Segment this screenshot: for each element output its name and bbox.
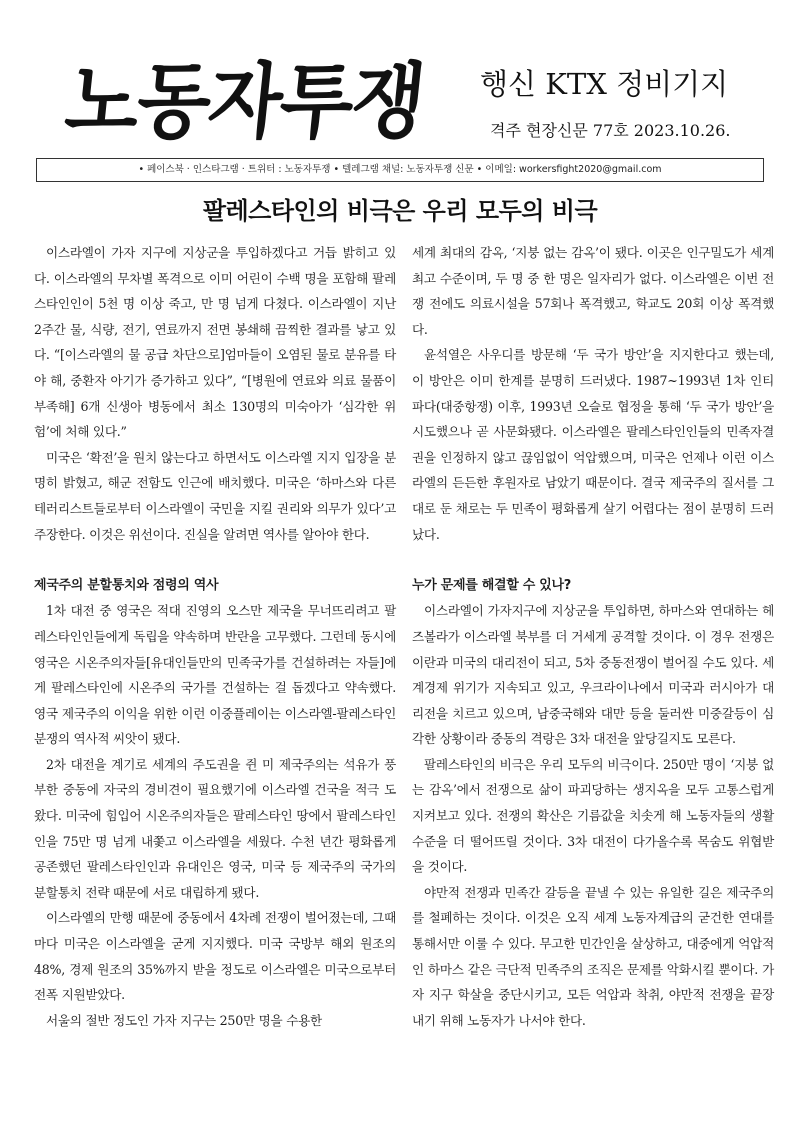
paragraph: 1차 대전 중 영국은 적대 진영의 오스만 제국을 무너뜨리려고 팔레스타인인들에게 독립을 약속하며 반란을 고무했다. 그런데 동시에 영국은 시온주의자들[유대인들만의 민족국가를 건설하려는 자들]에게 팔레스타인에 시온주의 국가를 건설하는 걸 돕겠다고 약속했다. 영국 제국주의 이익을 위한 이런 이중플레이는 이스라엘-팔레스타인 분쟁의 역사적 씨앗이 됐다. bbox=[34, 603, 396, 747]
paragraph: 2차 대전을 계기로 세계의 주도권을 쥔 미 제국주의는 석유가 풍부한 중동에 자국의 경비견이 필요했기에 이스라엘 건국을 적극 도왔다. 미국에 힘입어 시온주의자들은 팔레스타인 땅에서 팔레스타인인을 75만 명 넘게 내쫓고 이스라엘을 세웠다. 수천 년간 평화롭게 공존했던 팔레스타인인과 유대인은 영국, 미국 등 제국주의 국가의 분할통치 전략 때문에 서로 대립하게 됐다. bbox=[34, 756, 396, 900]
paragraph: 윤석열은 사우디를 방문해 ‘두 국가 방안’을 지지한다고 했는데, 이 방안은 이미 한계를 분명히 드러냈다. 1987~1993년 1차 인티파다(대중항쟁) 이후, 1993년 오슬로 협정을 통해 ‘두 국가 방안’을 시도했으나 곧 사문화됐다. 이스라엘은 팔레스타인인들의 민족자결권을 인정하지 않고 끊임없이 억압했으며, 미국은 언제나 이런 이스라엘의 든든한 후원자로 남았기 때문이다. 결국 제국주의 질서를 그대로 둔 채로는 두 민족이 평화롭게 살기 어렵다는 점이 분명히 드러났다. bbox=[412, 347, 774, 542]
section-title: 제국주의 분할통치와 점령의 역사 bbox=[34, 577, 219, 593]
issue-line: 격주 현장신문 77호 2023.10.26. bbox=[490, 121, 731, 140]
right-column bbox=[412, 240, 774, 1033]
left-column bbox=[34, 240, 396, 1033]
paragraph: 세계 최대의 감옥, ‘지붕 없는 감옥’이 됐다. 이곳은 인구밀도가 세계 최고 수준이며, 두 명 중 한 명은 일자리가 없다. 이스라엘은 이번 전쟁 전에도 의료시설을 57회나 폭격했고, 학교도 20회 이상 폭격했다. bbox=[412, 245, 774, 337]
paragraph: 미국은 ‘확전’을 원치 않는다고 하면서도 이스라엘 지지 입장을 분명히 밝혔고, 해군 전함도 인근에 배치했다. 미국은 ‘하마스와 다른 테러리스트들로부터 이스라엘이 국민을 지킬 권리와 의무가 있다’고 주장한다. 이것은 위선이다. 진실을 알려면 역사를 알아야 한다. bbox=[34, 449, 396, 542]
newspaper-logo: 노동자투쟁 bbox=[61, 53, 429, 150]
masthead bbox=[0, 0, 800, 160]
paragraph: 이스라엘이 가자지구에 지상군을 투입하면, 하마스와 연대하는 헤즈볼라가 이스라엘 북부를 더 거세게 공격할 것이다. 이 경우 전쟁은 이란과 미국의 대리전이 되고, 5차 중동전쟁이 벌어질 수도 있다. 세계경제 위기가 지속되고 있고, 우크라이나에서 미국과 러시아가 대리전을 치르고 있으며, 남중국해와 대만 등을 둘러싼 미중갈등이 심각한 상황이라 중동의 격랑은 3차 대전을 앞당길지도 모른다. bbox=[412, 603, 774, 747]
contact-bar: • 페이스북 · 인스타그램 · 트위터 : 노동자투쟁 • 텔레그램 채널: 노동자투쟁 신문 • 이메일: workersfight2020@gmail.com bbox=[36, 158, 764, 182]
spacer bbox=[412, 547, 774, 573]
paragraph: 서울의 절반 정도인 가자 지구는 250만 명을 수용한 bbox=[46, 1012, 322, 1028]
spacer bbox=[34, 547, 396, 573]
edition-title: 행신 KTX 정비기지 bbox=[480, 67, 729, 101]
paragraph: 이스라엘이 가자 지구에 지상군을 투입하겠다고 거듭 밝히고 있다. 이스라엘의 무차별 폭격으로 이미 어린이 수백 명을 포함해 팔레스타인인이 5천 명 이상 죽고, 만 명 넘게 다쳤다. 이스라엘이 지난 2주간 물, 식량, 전기, 연료까지 전면 봉쇄해 끔찍한 결과를 낳고 있다. “[이스라엘의 물 공급 차단으로]엄마들이 오염된 물로 분유를 타야 해, 중환자 아기가 증가하고 있다”, “[병원에 연료와 의료 물품이 부족해] 6개 신생아 병동에서 최소 130명의 미숙아가 ‘심각한 위험’에 처해 있다.” bbox=[34, 245, 396, 440]
section-title: 누가 문제를 해결할 수 있나? bbox=[412, 577, 571, 593]
paragraph: 이스라엘의 만행 때문에 중동에서 4차례 전쟁이 벌어졌는데, 그때마다 미국은 이스라엘을 굳게 지지했다. 미국 국방부 해외 원조의 48%, 경제 원조의 35%까지 받을 정도로 이스라엘은 미국으로부터 전폭 지원받았다. bbox=[34, 910, 396, 1003]
article-headline: 팔레스타인의 비극은 우리 모두의 비극 bbox=[202, 197, 598, 225]
paragraph: 팔레스타인의 비극은 우리 모두의 비극이다. 250만 명이 ‘지붕 없는 감옥’에서 전쟁으로 삶이 파괴당하는 생지옥을 모두 고통스럽게 지켜보고 있다. 전쟁의 확산은 기름값을 치솟게 해 노동자들의 생활수준을 더 떨어뜨릴 것이다. 3차 대전이 다가올수록 목숨도 위협받을 것이다. bbox=[412, 756, 774, 875]
paragraph: 야만적 전쟁과 민족간 갈등을 끝낼 수 있는 유일한 길은 제국주의를 철폐하는 것이다. 이것은 오직 세계 노동자계급의 굳건한 연대를 통해서만 이룰 수 있다. 무고한 민간인을 살상하고, 대중에게 억압적인 하마스 같은 극단적 민족주의 조직은 문제를 악화시킬 뿐이다. 가자 지구 학살을 중단시키고, 모든 억압과 착취, 야만적 전쟁을 끝장내기 위해 노동자가 나서야 한다. bbox=[412, 884, 774, 1028]
